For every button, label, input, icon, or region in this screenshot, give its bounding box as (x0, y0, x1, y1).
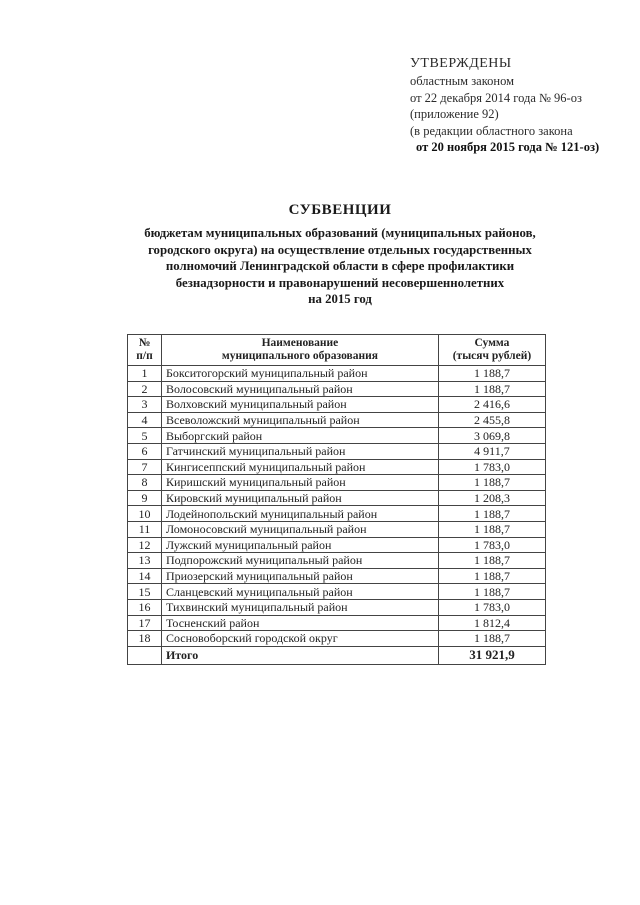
approval-line: от 22 декабря 2014 года № 96-оз (410, 90, 582, 105)
row-amount: 1 188,7 (438, 381, 545, 397)
table-row (128, 599, 546, 615)
table-row (128, 381, 546, 397)
row-number: 11 (128, 521, 162, 537)
table-header-row (128, 335, 546, 366)
row-amount: 1 783,0 (438, 459, 545, 475)
approval-line: (в редакции областного закона (410, 123, 573, 138)
table-row (128, 521, 546, 537)
row-amount: 1 783,0 (438, 537, 545, 553)
table-row (128, 631, 546, 647)
row-amount: 1 188,7 (438, 521, 545, 537)
title-line: полномочий Ленинградской области в сфере профилактики (165, 259, 515, 274)
row-amount: 1 188,7 (438, 506, 545, 522)
row-number: 9 (128, 490, 162, 506)
municipality-name: Гатчинский муниципальный район (161, 443, 438, 459)
total-row (128, 646, 546, 664)
table-row (128, 537, 546, 553)
approval-line: (приложение 92) (410, 107, 499, 121)
row-number: 14 (128, 568, 162, 584)
row-amount: 1 783,0 (438, 599, 545, 615)
municipality-name: Лодейнопольский муниципальный район (161, 506, 438, 522)
row-number: 18 (128, 631, 162, 647)
row-amount: 1 188,7 (438, 568, 545, 584)
header-sum-line1: Сумма (474, 337, 510, 349)
table-row (128, 568, 546, 584)
table-row (128, 366, 546, 382)
approval-line: от 20 ноября 2015 года № 121-оз) (416, 140, 600, 154)
table-row (128, 553, 546, 569)
municipality-name: Лужский муниципальный район (161, 537, 438, 553)
row-amount: 1 188,7 (438, 631, 545, 647)
header-name (161, 335, 438, 366)
row-amount: 1 188,7 (438, 553, 545, 569)
title-line: городского округа) на осуществление отдельных государственных (148, 242, 532, 257)
row-number: 17 (128, 615, 162, 631)
total-num-cell (128, 646, 162, 664)
table-row (128, 615, 546, 631)
row-amount: 2 416,6 (438, 397, 545, 413)
row-number: 5 (128, 428, 162, 444)
row-amount: 2 455,8 (438, 412, 545, 428)
table-row (128, 506, 546, 522)
table-row (128, 459, 546, 475)
table-row (128, 584, 546, 600)
header-sum (438, 335, 545, 366)
table-row (128, 428, 546, 444)
row-number: 2 (128, 381, 162, 397)
header-name-line1: Наименование (261, 337, 339, 349)
row-amount: 1 188,7 (438, 366, 545, 382)
municipality-name: Выборгский район (161, 428, 438, 444)
row-amount: 1 188,7 (438, 475, 545, 491)
row-amount: 1 812,4 (438, 615, 545, 631)
municipality-name: Тихвинский муниципальный район (161, 599, 438, 615)
municipality-name: Волосовский муниципальный район (161, 381, 438, 397)
municipality-name: Тосненский район (161, 615, 438, 631)
municipality-name: Киришский муниципальный район (161, 475, 438, 491)
title-main: СУБВЕНЦИИ (288, 202, 392, 218)
table-row (128, 443, 546, 459)
row-number: 15 (128, 584, 162, 600)
table-row (128, 412, 546, 428)
row-number: 3 (128, 397, 162, 413)
municipality-name: Кингисеппский муниципальный район (161, 459, 438, 475)
header-num (128, 335, 162, 366)
approval-stamp (410, 54, 599, 156)
total-amount: 31 921,9 (438, 646, 545, 664)
municipality-name: Бокситогорский муниципальный район (161, 366, 438, 382)
subventions-table (127, 334, 546, 665)
document-title (100, 202, 580, 308)
header-num-line2: п/п (136, 350, 153, 362)
municipality-name: Приозерский муниципальный район (161, 568, 438, 584)
row-number: 6 (128, 443, 162, 459)
municipality-name: Всеволожский муниципальный район (161, 412, 438, 428)
total-label: Итого (161, 646, 438, 664)
table-row (128, 475, 546, 491)
title-line: безнадзорности и правонарушений несовершеннолетних (175, 275, 505, 290)
row-amount: 1 188,7 (438, 584, 545, 600)
header-sum-line2: (тысяч рублей) (452, 350, 532, 362)
municipality-name: Ломоносовский муниципальный район (161, 521, 438, 537)
table-row (128, 490, 546, 506)
row-number: 7 (128, 459, 162, 475)
row-number: 16 (128, 599, 162, 615)
approval-line: областным законом (410, 74, 515, 88)
table-row (128, 397, 546, 413)
title-line: на 2015 год (308, 292, 372, 307)
row-number: 8 (128, 475, 162, 491)
municipality-name: Волховский муниципальный район (161, 397, 438, 413)
municipality-name: Подпорожский муниципальный район (161, 553, 438, 569)
row-number: 13 (128, 553, 162, 569)
header-name-line2: муниципального образования (221, 350, 378, 362)
row-amount: 3 069,8 (438, 428, 545, 444)
row-number: 12 (128, 537, 162, 553)
row-number: 4 (128, 412, 162, 428)
municipality-name: Сосновоборский городской округ (161, 631, 438, 647)
municipality-name: Сланцевский муниципальный район (161, 584, 438, 600)
row-amount: 4 911,7 (438, 443, 545, 459)
row-number: 1 (128, 366, 162, 382)
row-number: 10 (128, 506, 162, 522)
approval-heading: УТВЕРЖДЕНЫ (410, 56, 512, 71)
title-line: бюджетам муниципальных образований (муниципальных районов, (144, 226, 536, 240)
row-amount: 1 208,3 (438, 490, 545, 506)
municipality-name: Кировский муниципальный район (161, 490, 438, 506)
header-num-line1: № (138, 337, 151, 349)
